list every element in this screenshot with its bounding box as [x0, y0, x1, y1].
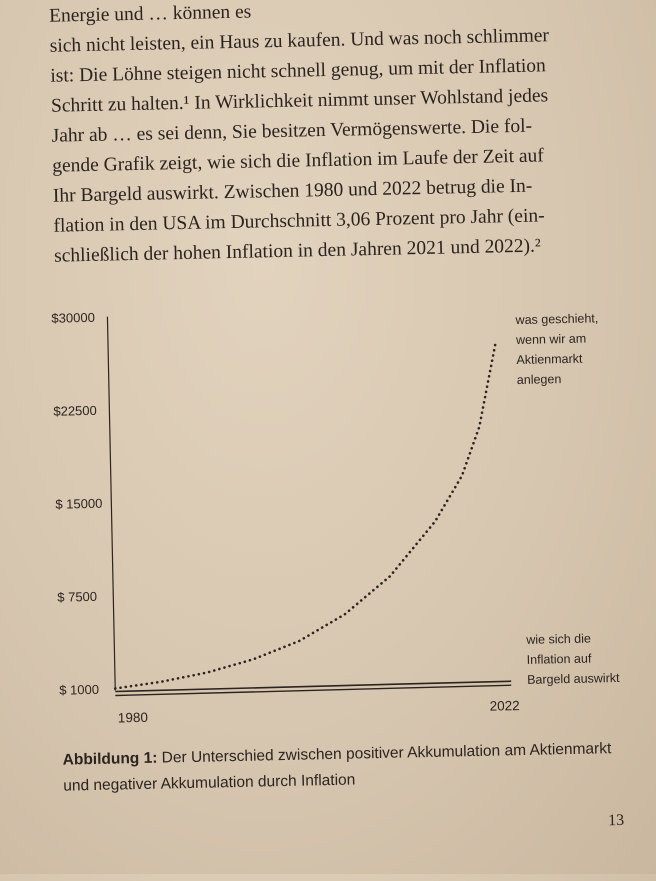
- body-line: gende Grafik zeigt, wie sich die Inflation im Laufe der Zeit auf: [52, 145, 545, 177]
- series-line-stock-market: [108, 341, 503, 689]
- body-line: Jahr ab … es sei denn, Sie besitzen Vermögenswerte. Die fol-: [51, 115, 533, 147]
- body-line: Schritt zu halten.¹ In Wirklichkeit nimmt unser Wohlstand jedes: [50, 85, 549, 117]
- y-tick-label: $30000: [51, 309, 95, 326]
- body-line: ist: Die Löhne steigen nicht schnell genug, um mit der Inflation: [50, 55, 547, 87]
- page-number: 13: [607, 811, 625, 830]
- x-tick-label: 1980: [117, 709, 149, 726]
- annotation-stock-market: Aktienmarkt: [516, 351, 583, 368]
- annotation-inflation: Bargeld auswirkt: [526, 670, 620, 687]
- figure-chart: [45, 294, 634, 736]
- body-line: Energie und … können es: [48, 1, 252, 27]
- annotation-stock-market: wenn wir am: [515, 331, 587, 348]
- body-line: Ihr Bargeld auswirkt. Zwischen 1980 und 2022 betrug die In-: [52, 175, 533, 207]
- y-tick-label: $ 1000: [59, 681, 100, 698]
- annotation-inflation: wie sich die: [526, 631, 592, 647]
- body-line: schließlich der hohen Inflation in den Jahren 2021 und 2022).²: [53, 235, 542, 267]
- x-tick-label: 2022: [489, 698, 520, 714]
- annotation-stock-market: was geschieht,: [515, 311, 599, 328]
- y-tick-label: $ 15000: [55, 495, 103, 512]
- body-line: sich nicht leisten, ein Haus zu kaufen. Und was noch schlimmer: [49, 25, 550, 57]
- annotation-inflation: Inflation auf: [526, 651, 592, 667]
- y-tick-label: $22500: [53, 402, 97, 419]
- y-axis-line: [107, 317, 115, 691]
- y-tick-label: $ 7500: [57, 588, 98, 605]
- caption-text: Der Unterschied zwischen positiver Akkumulation am Aktienmarkt und negativer Akkumulation durch Inflation: [63, 740, 612, 795]
- body-line: flation in den USA im Durchschnitt 3,06 Prozent pro Jahr (ein-: [53, 205, 545, 237]
- figure-caption: [62, 736, 623, 800]
- annotation-stock-market: anlegen: [516, 372, 562, 388]
- body-paragraph: [49, 0, 615, 272]
- caption-label: Abbildung 1:: [62, 749, 158, 769]
